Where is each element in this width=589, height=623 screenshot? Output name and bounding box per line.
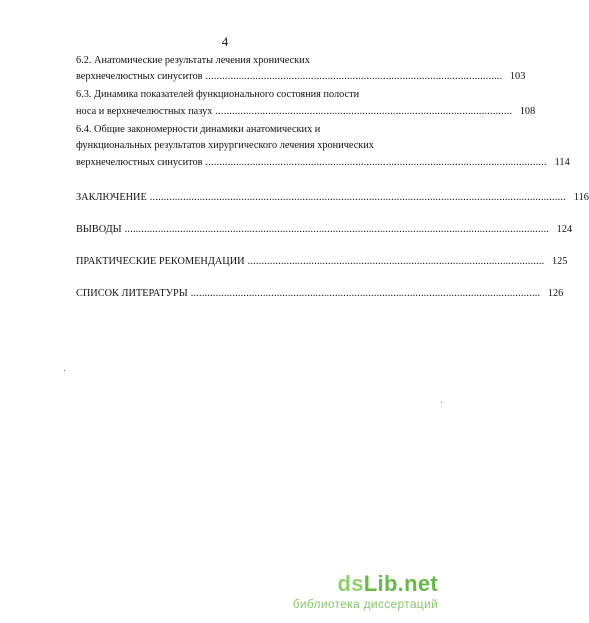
watermark-logo-part-2: Lib.net	[363, 571, 438, 596]
toc-entry-6-3-page: 108	[519, 106, 536, 117]
toc-entry-6-3-text-2: носа и верхнечелюстных пазух	[76, 106, 213, 117]
toc-leader-dots: ...........................................................................................................	[205, 71, 503, 82]
toc-entry-6-3-line-2	[76, 104, 536, 120]
toc-entry-recommendations	[76, 254, 568, 270]
toc-entry-findings-label: ВЫВОДЫ	[76, 224, 122, 235]
toc-entry-references-page: 126	[547, 288, 564, 299]
scan-speck	[64, 370, 65, 371]
page-number: 4	[221, 34, 229, 49]
scan-speck	[441, 402, 442, 403]
toc-entry-6-2-page: 103	[509, 71, 526, 82]
toc-entry-6-4-text-1: 6.4. Общие закономерности динамики анатомических и	[76, 124, 321, 135]
toc-leader-dots: ...........................................................................................................................	[205, 157, 547, 168]
toc-entry-6-2-text-1: 6.2. Анатомические результаты лечения хронических	[76, 55, 310, 66]
toc-entry-6-4-line-2	[76, 138, 412, 154]
toc-entry-references	[76, 286, 564, 302]
toc-leader-dots: ...........................................................................................................	[247, 256, 545, 267]
toc-entry-conclusion-label: ЗАКЛЮЧЕНИЕ	[76, 192, 147, 203]
watermark-logo-part-1: ds	[337, 571, 364, 596]
toc-entry-6-4-text-2: функциональных результатов хирургического лечения хронических	[76, 140, 374, 151]
toc-leader-dots: ..............................................................................................................................	[190, 288, 541, 299]
toc-entry-6-2-text-2: верхнечелюстных синуситов	[76, 71, 203, 82]
watermark	[293, 572, 438, 612]
toc-entry-6-2-line-1	[76, 53, 412, 69]
toc-entry-6-4-line-3	[76, 155, 570, 171]
toc-leader-dots: ......................................................................................................................................................	[149, 192, 566, 203]
toc-leader-dots: ...........................................................................................................	[215, 106, 513, 117]
toc-entry-references-label: СПИСОК ЛИТЕРАТУРЫ	[76, 288, 188, 299]
toc-entry-6-4-line-1	[76, 122, 412, 138]
toc-entry-recommendations-page: 125	[552, 256, 568, 267]
toc-entry-conclusion-page: 116	[573, 192, 589, 203]
toc-entry-6-3-text-1: 6.3. Динамика показателей функционального состояния полости	[76, 89, 360, 100]
toc-entry-findings-page: 124	[556, 224, 573, 235]
toc-entry-6-4-text-3: верхнечелюстных синуситов	[76, 157, 203, 168]
watermark-logo	[293, 572, 438, 596]
toc-entry-conclusion	[76, 190, 589, 206]
toc-entry-6-3-line-1	[76, 87, 412, 103]
watermark-subtitle: библиотека диссертаций	[292, 597, 438, 611]
toc-entry-6-2-line-2	[76, 69, 526, 85]
toc-entry-recommendations-label: ПРАКТИЧЕСКИЕ РЕКОМЕНДАЦИИ	[76, 256, 245, 267]
toc-leader-dots: .........................................................................................................................................................	[124, 224, 550, 235]
toc-entry-findings	[76, 222, 573, 238]
toc-entry-6-4-page: 114	[554, 157, 570, 168]
